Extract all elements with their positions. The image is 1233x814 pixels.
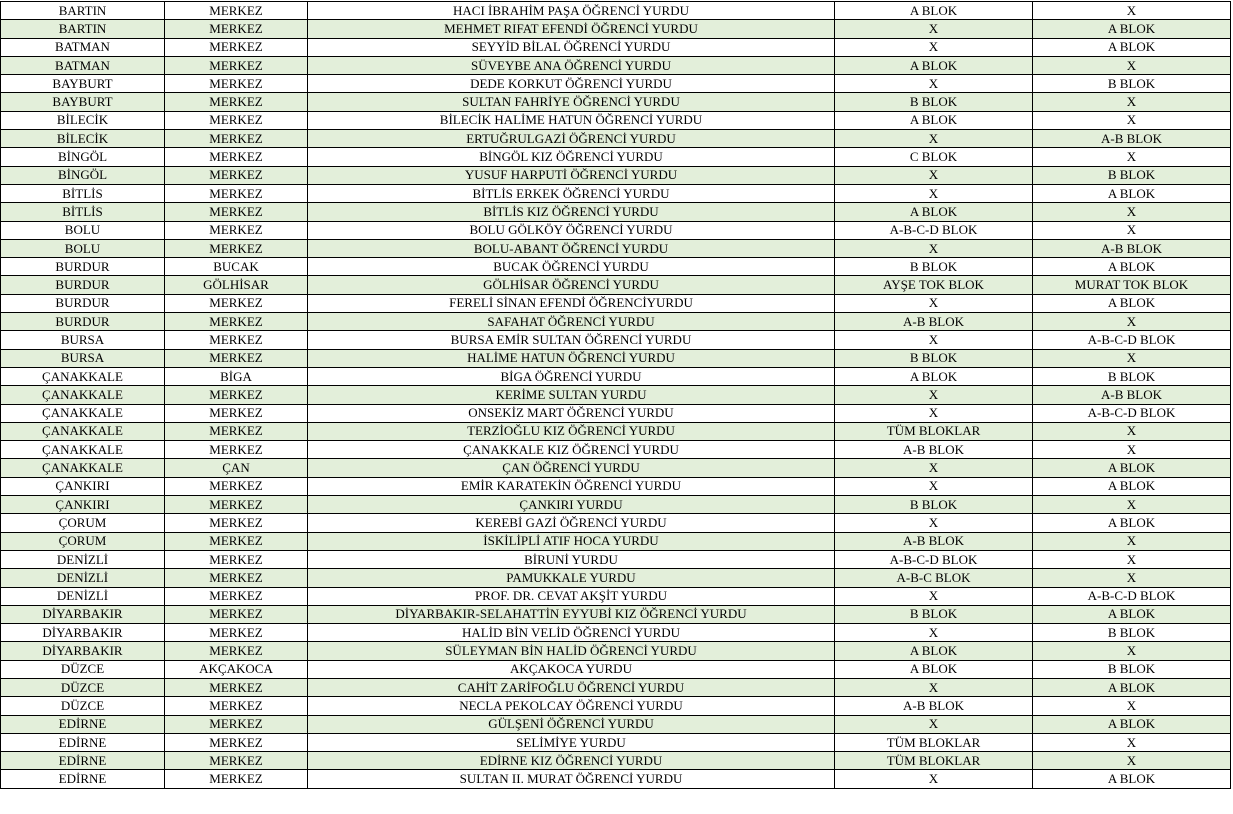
block-b-cell: B BLOK xyxy=(1033,660,1231,678)
district-cell: MERKEZ xyxy=(165,56,308,74)
dormitory-name-cell: GÖLHİSAR ÖĞRENCİ YURDU xyxy=(308,276,835,294)
dormitory-name-cell: SÜVEYBE ANA ÖĞRENCİ YURDU xyxy=(308,56,835,74)
dormitory-name-cell: BİNGÖL KIZ ÖĞRENCİ YURDU xyxy=(308,148,835,166)
district-cell: MERKEZ xyxy=(165,166,308,184)
district-cell: MERKEZ xyxy=(165,605,308,623)
dormitory-name-cell: NECLA PEKOLCAY ÖĞRENCİ YURDU xyxy=(308,697,835,715)
block-a-cell: AYŞE TOK BLOK xyxy=(835,276,1033,294)
block-b-cell: X xyxy=(1033,532,1231,550)
table-row xyxy=(1,313,1231,331)
province-cell: DİYARBAKIR xyxy=(1,605,165,623)
table-row xyxy=(1,75,1231,93)
table-row xyxy=(1,532,1231,550)
dormitory-name-cell: DEDE KORKUT ÖĞRENCİ YURDU xyxy=(308,75,835,93)
province-cell: BAYBURT xyxy=(1,93,165,111)
province-cell: ÇANAKKALE xyxy=(1,404,165,422)
block-a-cell: A BLOK xyxy=(835,367,1033,385)
block-b-cell: A BLOK xyxy=(1033,20,1231,38)
district-cell: MERKEZ xyxy=(165,221,308,239)
block-b-cell: A BLOK xyxy=(1033,605,1231,623)
district-cell: MERKEZ xyxy=(165,496,308,514)
block-a-cell: A-B-C-D BLOK xyxy=(835,221,1033,239)
district-cell: MERKEZ xyxy=(165,239,308,257)
block-a-cell: B BLOK xyxy=(835,349,1033,367)
block-a-cell: X xyxy=(835,184,1033,202)
dormitory-name-cell: SAFAHAT ÖĞRENCİ YURDU xyxy=(308,313,835,331)
dormitory-name-cell: DİYARBAKIR-SELAHATTİN EYYUBİ KIZ ÖĞRENCİ YURDU xyxy=(308,605,835,623)
block-a-cell: A-B-C BLOK xyxy=(835,569,1033,587)
block-b-cell: X xyxy=(1033,550,1231,568)
table-row xyxy=(1,642,1231,660)
province-cell: BOLU xyxy=(1,239,165,257)
block-b-cell: A-B-C-D BLOK xyxy=(1033,587,1231,605)
dormitory-name-cell: BOLU-ABANT ÖĞRENCİ YURDU xyxy=(308,239,835,257)
block-b-cell: A BLOK xyxy=(1033,294,1231,312)
district-cell: BUCAK xyxy=(165,258,308,276)
dormitory-name-cell: ONSEKİZ MART ÖĞRENCİ YURDU xyxy=(308,404,835,422)
dormitory-name-cell: ERTUĞRULGAZİ ÖĞRENCİ YURDU xyxy=(308,130,835,148)
block-b-cell: A BLOK xyxy=(1033,459,1231,477)
block-a-cell: X xyxy=(835,477,1033,495)
table-row xyxy=(1,459,1231,477)
table-row xyxy=(1,514,1231,532)
block-a-cell: TÜM BLOKLAR xyxy=(835,752,1033,770)
province-cell: EDİRNE xyxy=(1,715,165,733)
block-b-cell: A BLOK xyxy=(1033,38,1231,56)
table-row xyxy=(1,38,1231,56)
district-cell: MERKEZ xyxy=(165,38,308,56)
province-cell: BİLECİK xyxy=(1,111,165,129)
block-b-cell: A BLOK xyxy=(1033,477,1231,495)
block-b-cell: A BLOK xyxy=(1033,514,1231,532)
block-b-cell: X xyxy=(1033,642,1231,660)
dormitory-name-cell: SULTAN FAHRİYE ÖĞRENCİ YURDU xyxy=(308,93,835,111)
district-cell: MERKEZ xyxy=(165,294,308,312)
block-b-cell: X xyxy=(1033,733,1231,751)
district-cell: MERKEZ xyxy=(165,477,308,495)
block-b-cell: X xyxy=(1033,111,1231,129)
province-cell: EDİRNE xyxy=(1,752,165,770)
block-a-cell: A BLOK xyxy=(835,56,1033,74)
block-b-cell: A-B BLOK xyxy=(1033,130,1231,148)
province-cell: BATMAN xyxy=(1,56,165,74)
table-row xyxy=(1,2,1231,20)
province-cell: BİTLİS xyxy=(1,184,165,202)
dormitory-name-cell: BİTLİS KIZ ÖĞRENCİ YURDU xyxy=(308,203,835,221)
province-cell: DENİZLİ xyxy=(1,569,165,587)
dormitory-name-cell: AKÇAKOCA YURDU xyxy=(308,660,835,678)
district-cell: MERKEZ xyxy=(165,532,308,550)
province-cell: EDİRNE xyxy=(1,770,165,788)
province-cell: DİYARBAKIR xyxy=(1,624,165,642)
district-cell: MERKEZ xyxy=(165,642,308,660)
block-b-cell: A-B-C-D BLOK xyxy=(1033,331,1231,349)
province-cell: ÇANAKKALE xyxy=(1,367,165,385)
block-a-cell: A BLOK xyxy=(835,660,1033,678)
province-cell: BURDUR xyxy=(1,258,165,276)
block-a-cell: A BLOK xyxy=(835,642,1033,660)
district-cell: MERKEZ xyxy=(165,422,308,440)
dormitory-name-cell: PROF. DR. CEVAT AKŞİT YURDU xyxy=(308,587,835,605)
district-cell: AKÇAKOCA xyxy=(165,660,308,678)
district-cell: MERKEZ xyxy=(165,587,308,605)
district-cell: MERKEZ xyxy=(165,404,308,422)
dormitory-name-cell: HALİD BİN VELİD ÖĞRENCİ YURDU xyxy=(308,624,835,642)
block-b-cell: X xyxy=(1033,569,1231,587)
table-row xyxy=(1,605,1231,623)
table-body xyxy=(1,2,1231,789)
table-row xyxy=(1,733,1231,751)
block-a-cell: B BLOK xyxy=(835,258,1033,276)
dormitory-name-cell: SÜLEYMAN BİN HALİD ÖĞRENCİ YURDU xyxy=(308,642,835,660)
province-cell: BAYBURT xyxy=(1,75,165,93)
table-row xyxy=(1,331,1231,349)
district-cell: MERKEZ xyxy=(165,770,308,788)
district-cell: MERKEZ xyxy=(165,184,308,202)
block-b-cell: X xyxy=(1033,752,1231,770)
table-row xyxy=(1,496,1231,514)
block-b-cell: A BLOK xyxy=(1033,770,1231,788)
province-cell: BİTLİS xyxy=(1,203,165,221)
block-a-cell: A-B BLOK xyxy=(835,313,1033,331)
province-cell: BİLECİK xyxy=(1,130,165,148)
dormitory-name-cell: GÜLŞENİ ÖĞRENCİ YURDU xyxy=(308,715,835,733)
district-cell: MERKEZ xyxy=(165,569,308,587)
province-cell: ÇANAKKALE xyxy=(1,422,165,440)
dormitory-name-cell: PAMUKKALE YURDU xyxy=(308,569,835,587)
block-a-cell: A-B BLOK xyxy=(835,697,1033,715)
table-row xyxy=(1,715,1231,733)
province-cell: ÇANKIRI xyxy=(1,496,165,514)
block-a-cell: X xyxy=(835,166,1033,184)
dormitory-name-cell: EMİR KARATEKİN ÖĞRENCİ YURDU xyxy=(308,477,835,495)
province-cell: ÇORUM xyxy=(1,532,165,550)
province-cell: DENİZLİ xyxy=(1,587,165,605)
table-row xyxy=(1,56,1231,74)
district-cell: MERKEZ xyxy=(165,550,308,568)
block-a-cell: X xyxy=(835,20,1033,38)
block-a-cell: X xyxy=(835,239,1033,257)
block-b-cell: B BLOK xyxy=(1033,367,1231,385)
dormitory-name-cell: BİLECİK HALİME HATUN ÖĞRENCİ YURDU xyxy=(308,111,835,129)
district-cell: MERKEZ xyxy=(165,111,308,129)
block-a-cell: A-B BLOK xyxy=(835,441,1033,459)
dormitory-name-cell: CAHİT ZARİFOĞLU ÖĞRENCİ YURDU xyxy=(308,678,835,696)
table-row xyxy=(1,349,1231,367)
dormitory-name-cell: TERZİOĞLU KIZ ÖĞRENCİ YURDU xyxy=(308,422,835,440)
block-a-cell: X xyxy=(835,75,1033,93)
district-cell: MERKEZ xyxy=(165,733,308,751)
block-b-cell: A-B BLOK xyxy=(1033,239,1231,257)
province-cell: BOLU xyxy=(1,221,165,239)
table-row xyxy=(1,276,1231,294)
block-a-cell: A BLOK xyxy=(835,111,1033,129)
province-cell: BİNGÖL xyxy=(1,148,165,166)
province-cell: BURDUR xyxy=(1,276,165,294)
block-b-cell: X xyxy=(1033,441,1231,459)
province-cell: BARTIN xyxy=(1,2,165,20)
province-cell: BARTIN xyxy=(1,20,165,38)
table-row xyxy=(1,770,1231,788)
dormitory-name-cell: BİRUNİ YURDU xyxy=(308,550,835,568)
block-b-cell: X xyxy=(1033,422,1231,440)
province-cell: BURSA xyxy=(1,331,165,349)
dormitory-name-cell: EDİRNE KIZ ÖĞRENCİ YURDU xyxy=(308,752,835,770)
dormitory-name-cell: BURSA EMİR SULTAN ÖĞRENCİ YURDU xyxy=(308,331,835,349)
block-b-cell: A BLOK xyxy=(1033,715,1231,733)
block-a-cell: A-B-C-D BLOK xyxy=(835,550,1033,568)
dormitory-name-cell: SELİMİYE YURDU xyxy=(308,733,835,751)
block-a-cell: X xyxy=(835,331,1033,349)
table-row xyxy=(1,258,1231,276)
district-cell: MERKEZ xyxy=(165,313,308,331)
table-row xyxy=(1,422,1231,440)
province-cell: ÇANAKKALE xyxy=(1,386,165,404)
province-cell: DÜZCE xyxy=(1,678,165,696)
block-b-cell: A BLOK xyxy=(1033,678,1231,696)
province-cell: ÇANAKKALE xyxy=(1,459,165,477)
table-row xyxy=(1,550,1231,568)
province-cell: EDİRNE xyxy=(1,733,165,751)
table-row xyxy=(1,93,1231,111)
table-row xyxy=(1,239,1231,257)
block-a-cell: B BLOK xyxy=(835,605,1033,623)
table-row xyxy=(1,441,1231,459)
table-row xyxy=(1,587,1231,605)
block-b-cell: B BLOK xyxy=(1033,75,1231,93)
table-row xyxy=(1,752,1231,770)
table-row xyxy=(1,678,1231,696)
table-row xyxy=(1,569,1231,587)
block-b-cell: X xyxy=(1033,2,1231,20)
block-a-cell: C BLOK xyxy=(835,148,1033,166)
province-cell: DİYARBAKIR xyxy=(1,642,165,660)
block-a-cell: X xyxy=(835,514,1033,532)
table-row xyxy=(1,294,1231,312)
block-b-cell: X xyxy=(1033,56,1231,74)
dormitory-name-cell: BOLU GÖLKÖY ÖĞRENCİ YURDU xyxy=(308,221,835,239)
block-a-cell: TÜM BLOKLAR xyxy=(835,422,1033,440)
table-row xyxy=(1,203,1231,221)
dormitory-name-cell: HALİME HATUN ÖĞRENCİ YURDU xyxy=(308,349,835,367)
table-row xyxy=(1,697,1231,715)
block-a-cell: X xyxy=(835,386,1033,404)
province-cell: BURDUR xyxy=(1,294,165,312)
district-cell: MERKEZ xyxy=(165,130,308,148)
block-a-cell: A BLOK xyxy=(835,203,1033,221)
block-a-cell: X xyxy=(835,770,1033,788)
province-cell: BURDUR xyxy=(1,313,165,331)
block-b-cell: X xyxy=(1033,221,1231,239)
province-cell: ÇANKIRI xyxy=(1,477,165,495)
dormitory-name-cell: İSKİLİPLİ ATIF HOCA YURDU xyxy=(308,532,835,550)
block-b-cell: X xyxy=(1033,203,1231,221)
block-a-cell: X xyxy=(835,715,1033,733)
dormitory-name-cell: MEHMET RIFAT EFENDİ ÖĞRENCİ YURDU xyxy=(308,20,835,38)
province-cell: BİNGÖL xyxy=(1,166,165,184)
dormitory-name-cell: ÇAN ÖĞRENCİ YURDU xyxy=(308,459,835,477)
block-b-cell: X xyxy=(1033,93,1231,111)
district-cell: BİGA xyxy=(165,367,308,385)
table-row xyxy=(1,660,1231,678)
block-a-cell: A BLOK xyxy=(835,2,1033,20)
province-cell: ÇORUM xyxy=(1,514,165,532)
district-cell: ÇAN xyxy=(165,459,308,477)
table-row xyxy=(1,20,1231,38)
block-b-cell: X xyxy=(1033,349,1231,367)
district-cell: MERKEZ xyxy=(165,441,308,459)
table-row xyxy=(1,166,1231,184)
district-cell: MERKEZ xyxy=(165,514,308,532)
district-cell: MERKEZ xyxy=(165,386,308,404)
province-cell: DÜZCE xyxy=(1,697,165,715)
district-cell: GÖLHİSAR xyxy=(165,276,308,294)
dormitory-name-cell: ÇANAKKALE KIZ ÖĞRENCİ YURDU xyxy=(308,441,835,459)
province-cell: DENİZLİ xyxy=(1,550,165,568)
dormitory-name-cell: BİGA ÖĞRENCİ YURDU xyxy=(308,367,835,385)
block-a-cell: B BLOK xyxy=(835,496,1033,514)
dormitory-table xyxy=(0,1,1231,789)
block-b-cell: X xyxy=(1033,697,1231,715)
block-b-cell: A BLOK xyxy=(1033,258,1231,276)
block-a-cell: TÜM BLOKLAR xyxy=(835,733,1033,751)
block-b-cell: B BLOK xyxy=(1033,166,1231,184)
dormitory-name-cell: KEREBİ GAZİ ÖĞRENCİ YURDU xyxy=(308,514,835,532)
block-a-cell: X xyxy=(835,404,1033,422)
province-cell: BURSA xyxy=(1,349,165,367)
district-cell: MERKEZ xyxy=(165,203,308,221)
block-a-cell: X xyxy=(835,624,1033,642)
dormitory-name-cell: YUSUF HARPUTİ ÖĞRENCİ YURDU xyxy=(308,166,835,184)
block-a-cell: X xyxy=(835,678,1033,696)
dormitory-name-cell: SULTAN II. MURAT ÖĞRENCİ YURDU xyxy=(308,770,835,788)
block-a-cell: A-B BLOK xyxy=(835,532,1033,550)
block-b-cell: A BLOK xyxy=(1033,184,1231,202)
block-a-cell: X xyxy=(835,587,1033,605)
dormitory-name-cell: SEYYİD BİLAL ÖĞRENCİ YURDU xyxy=(308,38,835,56)
table-row xyxy=(1,624,1231,642)
table-row xyxy=(1,148,1231,166)
table-row xyxy=(1,221,1231,239)
table-row xyxy=(1,367,1231,385)
district-cell: MERKEZ xyxy=(165,148,308,166)
block-b-cell: X xyxy=(1033,148,1231,166)
dormitory-name-cell: BUCAK ÖĞRENCİ YURDU xyxy=(308,258,835,276)
district-cell: MERKEZ xyxy=(165,93,308,111)
block-a-cell: X xyxy=(835,459,1033,477)
block-b-cell: MURAT TOK BLOK xyxy=(1033,276,1231,294)
dormitory-name-cell: BİTLİS ERKEK ÖĞRENCİ YURDU xyxy=(308,184,835,202)
province-cell: BATMAN xyxy=(1,38,165,56)
dormitory-name-cell: FERELİ SİNAN EFENDİ ÖĞRENCİYURDU xyxy=(308,294,835,312)
table-row xyxy=(1,111,1231,129)
block-a-cell: B BLOK xyxy=(835,93,1033,111)
table-row xyxy=(1,404,1231,422)
district-cell: MERKEZ xyxy=(165,715,308,733)
district-cell: MERKEZ xyxy=(165,331,308,349)
dormitory-name-cell: KERİME SULTAN YURDU xyxy=(308,386,835,404)
dormitory-name-cell: ÇANKIRI YURDU xyxy=(308,496,835,514)
district-cell: MERKEZ xyxy=(165,349,308,367)
table-row xyxy=(1,130,1231,148)
province-cell: ÇANAKKALE xyxy=(1,441,165,459)
block-a-cell: X xyxy=(835,130,1033,148)
table-row xyxy=(1,386,1231,404)
block-a-cell: X xyxy=(835,294,1033,312)
province-cell: DÜZCE xyxy=(1,660,165,678)
table-row xyxy=(1,184,1231,202)
district-cell: MERKEZ xyxy=(165,752,308,770)
district-cell: MERKEZ xyxy=(165,2,308,20)
block-b-cell: X xyxy=(1033,313,1231,331)
district-cell: MERKEZ xyxy=(165,75,308,93)
district-cell: MERKEZ xyxy=(165,697,308,715)
dormitory-name-cell: HACI İBRAHİM PAŞA ÖĞRENCİ YURDU xyxy=(308,2,835,20)
block-a-cell: X xyxy=(835,38,1033,56)
block-b-cell: A-B BLOK xyxy=(1033,386,1231,404)
block-b-cell: A-B-C-D BLOK xyxy=(1033,404,1231,422)
district-cell: MERKEZ xyxy=(165,678,308,696)
district-cell: MERKEZ xyxy=(165,20,308,38)
table-row xyxy=(1,477,1231,495)
block-b-cell: B BLOK xyxy=(1033,624,1231,642)
block-b-cell: X xyxy=(1033,496,1231,514)
district-cell: MERKEZ xyxy=(165,624,308,642)
